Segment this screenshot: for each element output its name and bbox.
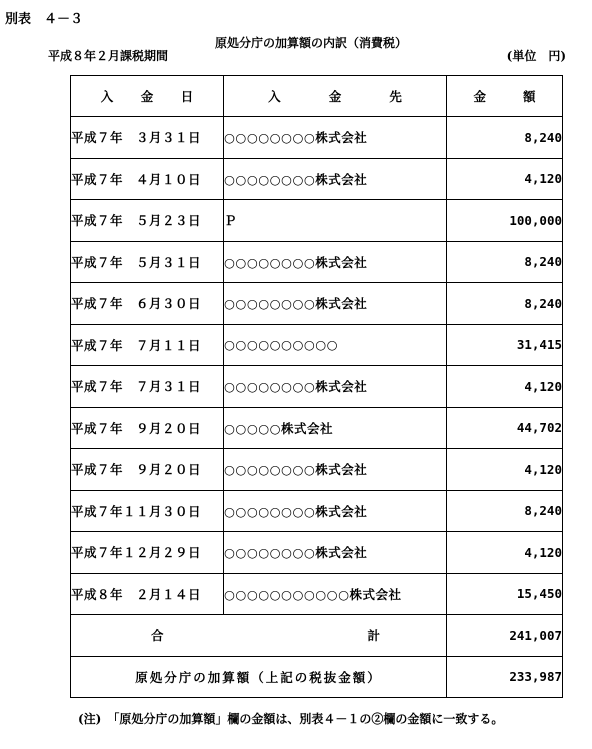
header-date: [71, 76, 224, 117]
row-payer: ○○○○○○○○株式会社: [224, 158, 447, 200]
row-amount: 4,120: [447, 532, 563, 574]
table-row: [71, 241, 563, 283]
total-label-right: 計: [367, 628, 380, 644]
row-amount: 100,000: [447, 200, 563, 242]
header-date-char: 入: [100, 89, 114, 104]
header-date-char: 金: [140, 89, 154, 104]
total-amount: 241,007: [447, 615, 563, 657]
footnote: (注) 「原処分庁の加算額」欄の金額は、別表４－１の②欄の金額に一致する。: [78, 712, 504, 726]
document-title: 原処分庁の加算額の内訳（消費税）: [215, 36, 408, 50]
row-payer: ○○○○○○○○株式会社: [224, 117, 447, 159]
row-payer: ○○○○○○○○○○: [224, 324, 447, 366]
row-date: 平成７年 ７月３１日: [71, 366, 224, 408]
row-amount: 4,120: [447, 449, 563, 491]
row-date: 平成７年 ９月２０日: [71, 407, 224, 449]
row-amount: 8,240: [447, 117, 563, 159]
row-payer: ○○○○○株式会社: [224, 407, 447, 449]
breakdown-table: [70, 75, 563, 698]
row-amount: 4,120: [447, 366, 563, 408]
table-row: [71, 324, 563, 366]
table-row: [71, 449, 563, 491]
row-payer: ○○○○○○○○株式会社: [224, 283, 447, 325]
row-date: 平成７年 ６月３０日: [71, 283, 224, 325]
header-payer: [224, 76, 447, 117]
row-amount: 8,240: [447, 241, 563, 283]
table-row: [71, 117, 563, 159]
table-row: [71, 407, 563, 449]
header-payer-char: 先: [389, 89, 402, 104]
row-date: 平成７年 ５月３１日: [71, 241, 224, 283]
net-row: [71, 656, 563, 698]
row-payer: Ｐ: [224, 200, 447, 242]
row-payer: ○○○○○○○○○○○株式会社: [224, 573, 447, 615]
row-date: 平成７年１２月２９日: [71, 532, 224, 574]
row-date: 平成７年 ９月２０日: [71, 449, 224, 491]
net-amount: 233,987: [447, 656, 563, 698]
row-amount: 15,450: [447, 573, 563, 615]
table-row: [71, 200, 563, 242]
table-row: [71, 158, 563, 200]
row-date: 平成７年１１月３０日: [71, 490, 224, 532]
table-row: [71, 283, 563, 325]
tax-period: 平成８年２月課税期間: [48, 49, 169, 63]
header-date-char: 日: [180, 89, 194, 104]
row-payer: ○○○○○○○○株式会社: [224, 241, 447, 283]
row-amount: 4,120: [447, 158, 563, 200]
table-row: [71, 366, 563, 408]
row-amount: 31,415: [447, 324, 563, 366]
row-amount: 8,240: [447, 490, 563, 532]
row-payer: ○○○○○○○○株式会社: [224, 366, 447, 408]
row-date: 平成７年 ４月１０日: [71, 158, 224, 200]
header-amount-char: 額: [522, 89, 536, 104]
row-payer: ○○○○○○○○株式会社: [224, 449, 447, 491]
row-payer: ○○○○○○○○株式会社: [224, 490, 447, 532]
header-payer-char: 金: [328, 89, 342, 104]
total-label-left: 合: [151, 628, 164, 644]
row-amount: 44,702: [447, 407, 563, 449]
net-label: 原処分庁の加算額（上記の税抜金額）: [71, 656, 447, 698]
row-payer: ○○○○○○○○株式会社: [224, 532, 447, 574]
table-row: [71, 573, 563, 615]
row-date: 平成７年 ５月２３日: [71, 200, 224, 242]
total-label: [71, 615, 447, 657]
header-payer-char: 入: [268, 89, 281, 104]
header-amount-char: 金: [473, 89, 486, 104]
table-row: [71, 490, 563, 532]
row-date: 平成８年 ２月１４日: [71, 573, 224, 615]
header-amount: [447, 76, 563, 117]
unit-label: (単位 円): [506, 49, 566, 63]
row-date: 平成７年 ７月１１日: [71, 324, 224, 366]
table-row: [71, 532, 563, 574]
row-date: 平成７年 ３月３１日: [71, 117, 224, 159]
table-header-row: [71, 76, 563, 117]
row-amount: 8,240: [447, 283, 563, 325]
total-row: [71, 615, 563, 657]
document-id: 別表 ４－３: [5, 12, 84, 27]
